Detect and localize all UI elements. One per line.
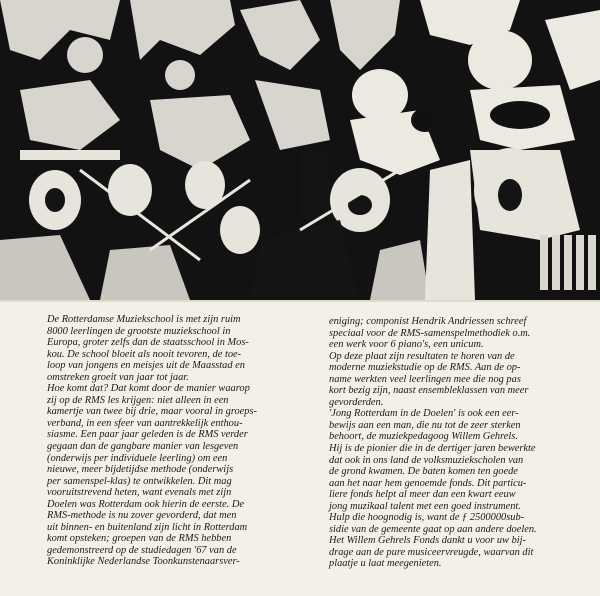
right-column-text: eniging; componist Hendrik Andriessen schreef speciaal voor de RMS-samenspelmethodiek o.m. een werk voor 6 piano's, een unicum. Op deze plaat zijn resultaten te horen van de moderne muziekstudie op de RMS. Aan de op- name werkten veel leerlingen mee die nog pas kort bezig zijn, naast ensembleklassen van meer gevorderden. 'Jong Rotterdam in de Doelen' is ook een eer- bewijs aan een man, die nu tot de zeer sterken behoort, de muziekpedagoog Willem Gehrels. Hij is de pionier die in de dertiger jaren bewerkte dat ook in ons land de volksmuziekscholen van de grond kwamen. De baten komen ten goede aan het naar hem genoemde fonds. Dit particu- liere fonds helpt al meer dan een kwart eeuw jong muzikaal talent met een goed instrument. Hulp die hoognodig is, want de ƒ 2500000sub- sidie van de gemeente gaat op aan andere doelen. Het Willem Gehrels Fonds dankt u voor uw bij- drage aan de pure musiceervreugde, waarvan dit plaatje u laat meegenieten.: [329, 316, 537, 570]
left-column-text: De Rotterdamse Muziekschool is met zijn ruim 8000 leerlingen de grootste muziekschool in Europa, groter zelfs dan de staatsschool in Mos- kou. De school bloeit als nooit tevoren, de toe- loop van jongens en meisjes uit de Maasstad en omstreken groeit van jaar tot jaar. Hoe komt dat? Dat komt door de manier waarop zij op de RMS les krijgen: niet alleen in een kamertje van twee bij drie, maar vooral in groeps- verband, in een sfeer van aantrekkelijk enthou- siasme. Een paar jaar geleden is de RMS verder gegaan dan de gangbare manier van lesgeven (onderwijs per individuele leerling) om een nieuwe, meer bijdetijdse methode (onderwijs per samenspel-klas) te ontwikkelen. Dit mag vooruitstrevend heten, want evenals met zijn Doelen was Rotterdam ook hierin de eerste. De RMS-methode is nu zover gevorderd, dat men uit binnen- en buitenland zijn licht in Rotterdam komt opsteken; groepen van de RMS hebben gedemonstreerd op de studiedagen '67 van de Koninklijke Nederlandse Toonkunstenaarsver-: [47, 314, 257, 568]
liner-notes-page: [0, 302, 600, 596]
